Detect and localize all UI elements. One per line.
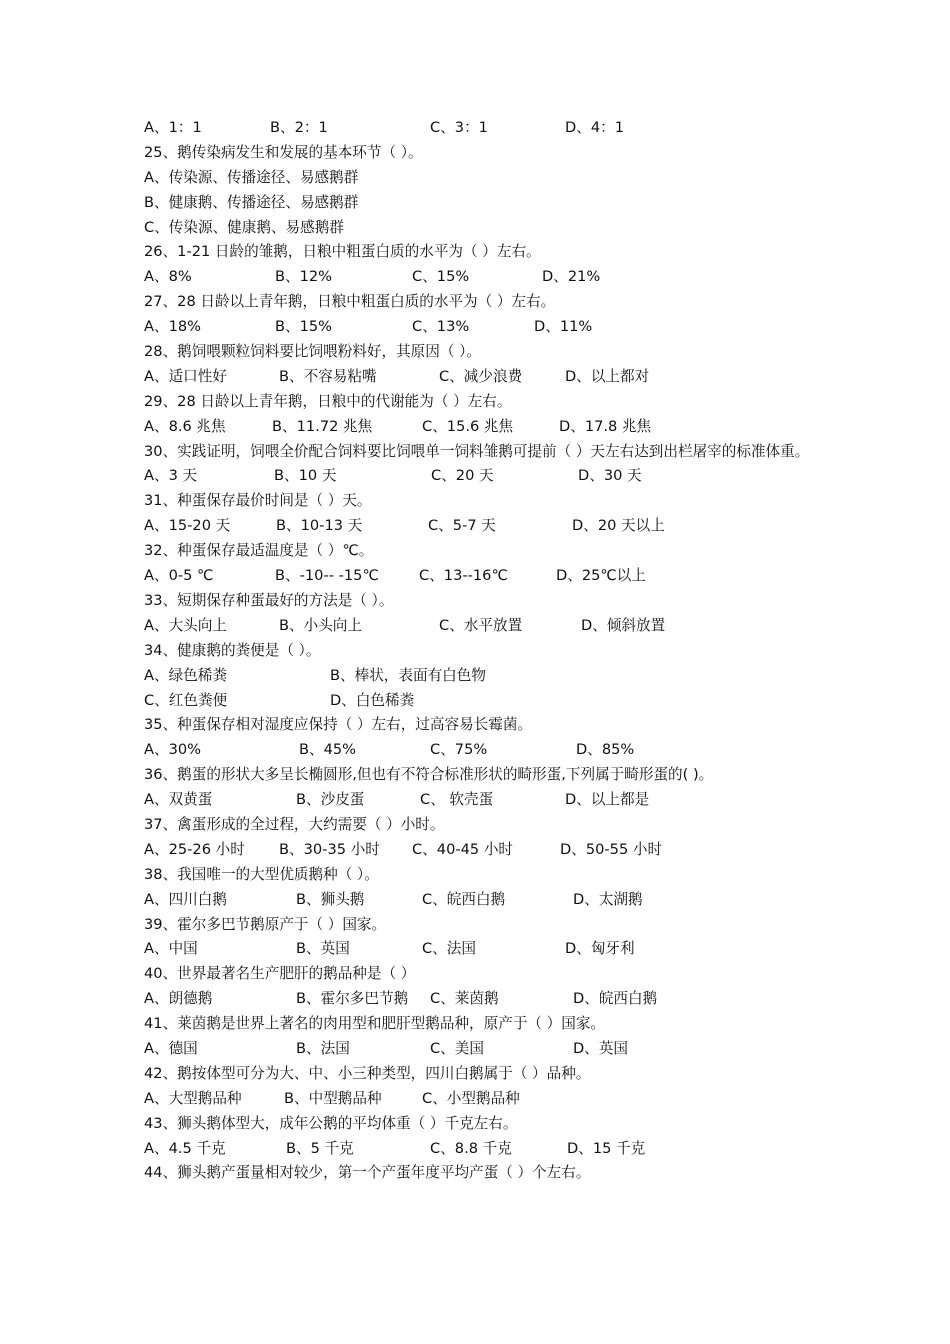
answer-option: B、5 千克 — [286, 1139, 354, 1157]
answer-option: D、太湖鹅 — [573, 890, 643, 908]
answer-option: B、10-13 天 — [276, 517, 363, 535]
answer-option: D、英国 — [573, 1039, 629, 1057]
answer-option: B、不容易粘嘴 — [279, 367, 377, 385]
answer-option: D、25℃以上 — [556, 567, 646, 585]
question-line: 30、实践证明，饲喂全价配合饲料要比饲喂单一饲料雏鹅可提前（ ）天左右达到出栏屠宰的标准体重。 — [144, 442, 810, 460]
question-line: 42、鹅按体型可分为大、中、小三种类型，四川白鹅属于（ ）品种。 — [144, 1064, 591, 1082]
answer-option: C、20 天 — [431, 467, 494, 485]
answer-option: A、15-20 天 — [144, 517, 231, 535]
answer-option: C、水平放置 — [439, 616, 523, 634]
answer-option: A、18% — [144, 318, 202, 336]
question-line: 36、鹅蛋的形状大多呈长椭圆形,但也有不符合标准形状的畸形蛋,下列属于畸形蛋的( )。 — [144, 766, 714, 784]
question-line: 44、狮头鹅产蛋量相对较少，第一个产蛋年度平均产蛋（ ）个左右。 — [144, 1164, 591, 1182]
answer-option: B、小头向上 — [279, 616, 362, 634]
answer-option: A、适口性好 — [144, 367, 227, 385]
options-row — [144, 365, 824, 390]
answer-option: A、8% — [144, 268, 192, 286]
answer-option: A、3 天 — [144, 467, 198, 485]
options-row — [144, 788, 824, 813]
question-line: 41、莱茵鹅是世界上著名的肉用型和肥肝型鹅品种，原产于（ ）国家。 — [144, 1015, 606, 1033]
answer-option: C、美国 — [430, 1039, 484, 1057]
answer-option: A、8.6 兆焦 — [144, 417, 226, 435]
options-row — [144, 315, 824, 340]
answer-option: D、30 天 — [578, 467, 642, 485]
answer-option: A、25-26 小时 — [144, 840, 245, 858]
answer-option: C、减少浪费 — [439, 367, 523, 385]
answer-option: C、40-45 小时 — [412, 840, 514, 858]
answer-option: B、2：1 — [270, 119, 328, 136]
answer-option: D、15 千克 — [567, 1139, 646, 1157]
answer-option: B、霍尔多巴节鹅 — [296, 990, 409, 1008]
answer-option: A、1：1 — [144, 119, 202, 136]
question-line: 40、世界最著名生产肥肝的鹅品种是（ ） — [144, 965, 416, 983]
question-line: 43、狮头鹅体型大，成年公鹅的平均体重（ ）千克左右。 — [144, 1114, 518, 1132]
options-row — [144, 1087, 824, 1112]
answer-option: D、白色稀粪 — [330, 691, 415, 709]
options-row — [144, 1137, 824, 1162]
question-line: 38、我国唯一的大型优质鹅种（ ）。 — [144, 865, 379, 883]
question-line: 39、霍尔多巴节鹅原产于（ ）国家。 — [144, 915, 387, 933]
answer-option: C、75% — [430, 741, 488, 759]
answer-option: D、匈牙利 — [565, 940, 635, 958]
answer-option: C、15.6 兆焦 — [422, 417, 514, 435]
options-row — [144, 116, 824, 141]
answer-option: A、30% — [144, 741, 202, 759]
answer-option: B、沙皮蛋 — [296, 791, 365, 809]
answer-option: B、11.72 兆焦 — [272, 417, 373, 435]
answer-option: A、绿色稀粪 — [144, 666, 227, 684]
document-page — [144, 116, 824, 1186]
answer-option: A、双黄蛋 — [144, 791, 213, 809]
answer-option: D、皖西白鹅 — [573, 990, 658, 1008]
answer-option: A、德国 — [144, 1039, 198, 1057]
answer-option: D、倾斜放置 — [581, 616, 666, 634]
options-row — [144, 514, 824, 539]
answer-option: A、大头向上 — [144, 616, 227, 634]
question-line: C、传染源、健康鹅、易感鹅群 — [144, 218, 344, 236]
question-line: 35、种蛋保存相对湿度应保持（ ）左右，过高容易长霉菌。 — [144, 716, 533, 734]
answer-option: A、大型鹅品种 — [144, 1089, 242, 1107]
answer-option: A、0-5 ℃ — [144, 567, 214, 585]
answer-option: C、法国 — [422, 940, 476, 958]
question-line: 31、种蛋保存最价时间是（ ）天。 — [144, 492, 372, 510]
answer-option: A、朗德鹅 — [144, 990, 213, 1008]
options-row — [144, 689, 824, 714]
answer-option: C、3：1 — [430, 119, 488, 136]
answer-option: B、狮头鹅 — [296, 890, 365, 908]
question-line: 29、28 日龄以上青年鹅，日粮中的代谢能为（ ）左右。 — [144, 392, 512, 410]
options-row — [144, 987, 824, 1012]
answer-option: D、20 天以上 — [572, 517, 665, 535]
question-line: 25、鹅传染病发生和发展的基本环节（ ）。 — [144, 143, 423, 161]
answer-option: B、英国 — [296, 940, 350, 958]
options-row — [144, 888, 824, 913]
answer-option: C、13--16℃ — [419, 567, 508, 585]
question-line: 32、种蛋保存最适温度是（ ）℃。 — [144, 542, 374, 560]
options-row — [144, 664, 824, 689]
options-row — [144, 564, 824, 589]
answer-option: D、17.8 兆焦 — [559, 417, 652, 435]
question-line: 26、1-21 日龄的雏鹅，日粮中粗蛋白质的水平为（ ）左右。 — [144, 243, 541, 261]
question-line: 34、健康鹅的粪便是（ ）。 — [144, 641, 321, 659]
answer-option: B、45% — [299, 741, 357, 759]
answer-option: B、法国 — [296, 1039, 350, 1057]
answer-option: C、红色粪便 — [144, 691, 228, 709]
answer-option: B、棒状，表面有白色物 — [330, 666, 486, 684]
answer-option: C、15% — [412, 268, 470, 286]
answer-option: C、莱茵鹅 — [430, 990, 499, 1008]
answer-option: D、21% — [542, 268, 601, 286]
answer-option: D、4：1 — [565, 119, 624, 136]
answer-option: C、5-7 天 — [428, 517, 496, 535]
options-row — [144, 265, 824, 290]
answer-option: A、四川白鹅 — [144, 890, 227, 908]
answer-option: C、13% — [412, 318, 470, 336]
answer-option: A、中国 — [144, 940, 198, 958]
answer-option: C、小型鹅品种 — [422, 1089, 520, 1107]
options-row — [144, 738, 824, 763]
options-row — [144, 464, 824, 489]
answer-option: D、50-55 小时 — [560, 840, 663, 858]
answer-option: B、中型鹅品种 — [284, 1089, 382, 1107]
answer-option: D、以上都对 — [565, 367, 650, 385]
options-row — [144, 838, 824, 863]
question-line: 27、28 日龄以上青年鹅，日粮中粗蛋白质的水平为（ ）左右。 — [144, 293, 556, 311]
question-line: 33、短期保存种蛋最好的方法是（ ）。 — [144, 591, 394, 609]
answer-option: B、-10-- -15℃ — [275, 567, 379, 585]
answer-option: B、12% — [275, 268, 333, 286]
answer-option: C、8.8 千克 — [430, 1139, 512, 1157]
options-row — [144, 614, 824, 639]
answer-option: B、10 天 — [274, 467, 337, 485]
question-line: B、健康鹅、传播途径、易感鹅群 — [144, 193, 359, 211]
question-line: 37、禽蛋形成的全过程，大约需要（ ）小时。 — [144, 815, 445, 833]
answer-option: D、以上都是 — [565, 791, 650, 809]
answer-option: D、11% — [534, 318, 593, 336]
options-row — [144, 937, 824, 962]
answer-option: B、15% — [275, 318, 333, 336]
answer-option: D、85% — [576, 741, 635, 759]
options-row — [144, 415, 824, 440]
answer-option: B、30-35 小时 — [279, 840, 380, 858]
options-row — [144, 1037, 824, 1062]
answer-option: C、皖西白鹅 — [422, 890, 506, 908]
question-line: 28、鹅饲喂颗粒饲料要比饲喂粉料好，其原因（ ）。 — [144, 343, 481, 361]
question-line: A、传染源、传播途径、易感鹅群 — [144, 168, 359, 186]
answer-option: C、 软壳蛋 — [420, 791, 494, 809]
answer-option: A、4.5 千克 — [144, 1139, 226, 1157]
